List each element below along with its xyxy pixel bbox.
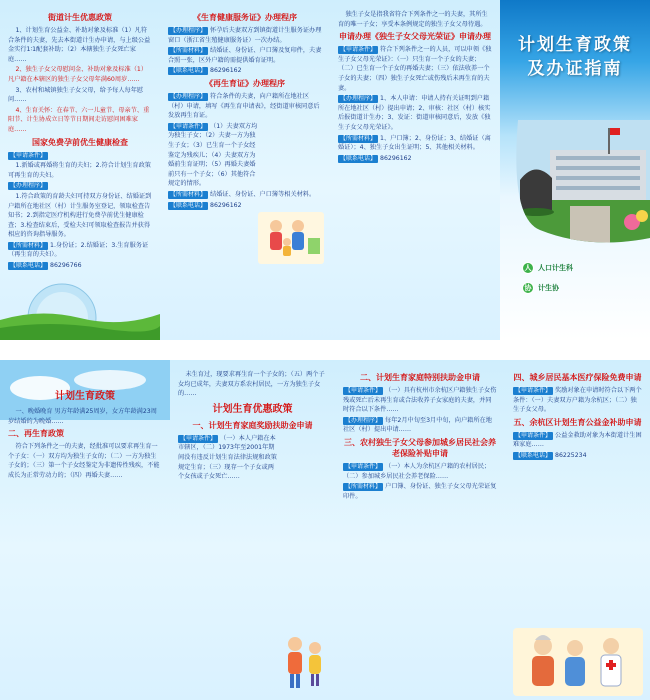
tag-label: 【联系电话】 <box>170 67 207 75</box>
cover-title-line2: 及办证指南 <box>527 59 623 79</box>
phone-number: 86296162 <box>210 201 242 209</box>
heading-medical-insurance: 四、城乡居民基本医疗保险免费申请 <box>513 373 642 382</box>
tag-label: 【办理程序】 <box>170 27 207 34</box>
heading-pension-subsidy: 三、农村独生子女父母参加城乡居民社会养老保险补贴申请 <box>344 437 496 458</box>
heading-special-support: 二、计划生育家庭特别扶助金申请 <box>360 373 480 382</box>
procedure-text: 符合条件的夫妻，向户籍所在地社区（村）申请，填写《再生育申请表》，经街道审核同意后发放再生育证。 <box>168 92 320 120</box>
tag-label: 【所需材料】 <box>345 483 382 491</box>
tag-label: 【联系电话】 <box>515 451 552 459</box>
panel-subdistrict-policies <box>0 0 160 340</box>
org-name-family-planning: 人口计生科 <box>538 264 573 272</box>
policy-text: 一、晚婚晚育 男方年龄满25周岁，女方年龄满23周岁结婚的为晚婚…… <box>8 408 157 425</box>
procedure-text: 每年2月中旬至3月中旬，向户籍所在地社区（村）提出申请…… <box>343 416 492 434</box>
intro-text: 独生子女是指我省符合下列条件之一的夫妻，其所生育的唯一子女；享受本条例规定的独生子女父母待遇。 <box>338 11 488 28</box>
org-name-association: 计生协 <box>538 284 559 292</box>
policy-item: 3、农村和城镇独生子女父母，给予每人每年慰问…… <box>8 86 144 104</box>
panel-service-certificate <box>160 0 330 340</box>
heading-pregnancy-check: 国家免费孕前优生健康检查 <box>32 137 128 147</box>
materials-text: 结婚证、身份证、户口簿等相关材料。 <box>210 190 316 198</box>
condition-text: 1.新婚或再婚将生育的夫妇；2.符合计划生育政策可再生育的夫妇。 <box>8 162 151 179</box>
condition-text: 公益金救助对象为本街道计生困难家庭…… <box>513 431 642 449</box>
heading-reward-fund: 一、计划生育家庭奖励扶助金申请 <box>192 420 313 430</box>
tag-label: 【办理程序】 <box>170 92 207 100</box>
tag-label: 【联系电话】 <box>340 154 377 162</box>
tag-label: 【申请条件】 <box>170 122 207 130</box>
materials-text: 1、户口簿；2、身份证；3、结婚证（离婚证）；4、独生子女出生证明；5、其他相关材料。 <box>338 134 491 152</box>
policy-text: 符合下列条件之一的夫妻，经批准可以要求再生育一个子女：（一）双方均为独生子女的；（二）一方为独生子女的；（三）第一个子女经鉴定为非遗传性残疾，不能成长为正常劳动力的；（四）再婚夫妻…… <box>8 443 160 479</box>
phone-number: 86296766 <box>50 262 82 270</box>
materials-text: 1.身份证；2.结婚证；3.生育服务证（再生育的夫妇）。 <box>8 241 149 259</box>
condition-text: 奖励对象在申请时符合以下两个条件：（一）夫妻双方户籍为余杭区；（二）独生子女父母。 <box>513 387 642 414</box>
policy-item: 4、生育关怀：在春节、六一儿童节、母亲节、重阳节、计生协成立日等节日期间走访慰问困难家庭…… <box>8 106 150 133</box>
heading-glory-cert: 申请办理《独生子女父母光荣证》申请办理 <box>339 32 491 42</box>
tag-label: 【申请条件】 <box>10 151 47 159</box>
phone-number: 86225234 <box>555 451 587 459</box>
panel-medical-insurance <box>505 360 650 700</box>
tag-label: 【所需材料】 <box>170 190 207 198</box>
condition-text: （一）本人户籍在本市辖区，（二）1973年至2001年期间没有违反计划生育法律法规和政策规定生育；（三）现存一个子女或两个女孩或子女死亡…… <box>178 434 277 481</box>
tag-label: 【申请条件】 <box>345 462 382 470</box>
panel-glory-certificate <box>330 0 500 340</box>
panel-preferential-policy <box>170 360 335 700</box>
tag-label: 【所需材料】 <box>340 134 377 142</box>
children-illustration <box>280 630 330 694</box>
heading-policy: 计划生育政策 <box>55 391 115 402</box>
family-illustration <box>258 212 324 264</box>
heading-public-welfare-fund: 五、余杭区计划生育公益金补助申请 <box>513 417 642 427</box>
heading-rebirth-policy: 二、再生育政策 <box>8 429 64 439</box>
condition-text: （一）本人为余杭区户籍的农村居民；（二）参加城乡居民社会养老保险…… <box>343 462 491 480</box>
condition-text: 符合下列条件之一的人员，可以申领《独生子女父母光荣证》：（一）只生育一个子女的夫妻；（二）已生育一个子女的再婚夫妻；（三）依法收养一个子女的夫妻；（四）独生子女死亡或伤残后未再生育的夫妻。 <box>338 46 492 92</box>
tag-label: 【申请条件】 <box>340 46 377 54</box>
policy-item: 1、计划生育公益金、补助对象及标准（1）凡符合条件的夫妻，先去本街道计生办申请，与上级公益金实行1∶1配套补助；（2）本辖独生子女死亡家庭…… <box>8 27 151 63</box>
materials-text: 户口簿、身份证、独生子女父母光荣证复印件。 <box>343 483 497 500</box>
elderly-doctor-illustration <box>513 628 643 696</box>
policy-text: 未生育过，现要求再生育一个子女的；（五）两个子女均已成年，夫妻双方系农村居民，一方为独生子女的…… <box>178 371 325 398</box>
government-building-image <box>500 120 650 250</box>
tag-label: 【办理程序】 <box>345 416 382 424</box>
condition-text: （一）具有杭州市余杭区户籍独生子女伤残或死亡后未再生育或合法收养子女家庭的夫妻，并同时符合以下条件…… <box>343 387 497 414</box>
tag-label: 【所需材料】 <box>10 241 47 249</box>
row-gutter <box>0 340 650 360</box>
tag-label: 【办理程序】 <box>340 95 377 103</box>
tag-label: 【申请条件】 <box>515 431 552 439</box>
procedure-text: 1、本人申请：申请人持有关证明到户籍所在地社区（村）提出申请；2、审核：社区（村）核实后报街道计生办；3、发证：街道审核同意后，发放《独生子女父母光荣证》。 <box>338 95 491 131</box>
procedure-text: 1.符合政策的育龄夫妇可持双方身份证、结婚证到户籍所在地社区（村）计生服务室登记，领取检查告知书；2.到指定医疗机构进行免费孕前优生健康检查；3.检查结束后，受检夫妇可领取检查报告并获得相应的咨询指导服务。 <box>8 192 152 239</box>
family-planning-association-logo-icon: 协 <box>522 282 534 294</box>
tag-label: 【所需材料】 <box>170 47 207 55</box>
materials-text: 结婚证、身份证、户口簿及复印件，夫妻合照一张，区外户籍的需提供婚育证明。 <box>168 47 322 64</box>
panel-cover <box>500 0 650 340</box>
panel-special-support <box>335 360 505 700</box>
policy-item: 2、独生子女父母慰问金、补助对象及标准（1）凡户籍在本辖区的独生子女父母年满60周岁…… <box>8 66 148 83</box>
procedure-text: 怀孕后夫妻双方到镇街道计生服务证办理窗口（浙江省生殖健康服务证）一次办结。 <box>168 27 322 44</box>
tag-label: 【申请条件】 <box>345 387 382 394</box>
tag-label: 【申请条件】 <box>515 387 552 394</box>
phone-number: 86296162 <box>380 154 412 162</box>
condition-text: （1）夫妻双方均为独生子女；（2）夫妻一方为独生子女；（3）已生育一个子女经鉴定为残疾儿；（4）夫妻双方为婚前生育证明；（5）再婚夫妻婚前只有一个子女；（6）其他符合规定的情形。 <box>168 122 258 188</box>
heading-health-service-cert: 《生育健康服务证》办理程序 <box>193 13 297 22</box>
tag-label: 【联系电话】 <box>10 262 47 270</box>
tag-label: 【办理程序】 <box>10 182 47 190</box>
population-family-planning-logo-icon: 人 <box>522 262 534 274</box>
tag-label: 【联系电话】 <box>170 201 207 209</box>
panel-policy <box>0 360 170 700</box>
phone-number: 86296162 <box>210 67 242 75</box>
heading-subdistrict-policies: 街道计生优惠政策 <box>48 13 112 22</box>
heading-preferential-policy: 计划生育优惠政策 <box>212 403 293 415</box>
tag-label: 【申请条件】 <box>180 434 217 442</box>
globe-grass-illustration <box>0 260 160 340</box>
cover-title-line1: 计划生育政策 <box>518 35 632 55</box>
heading-rebirth-cert: 《再生育证》办理程序 <box>205 78 285 88</box>
